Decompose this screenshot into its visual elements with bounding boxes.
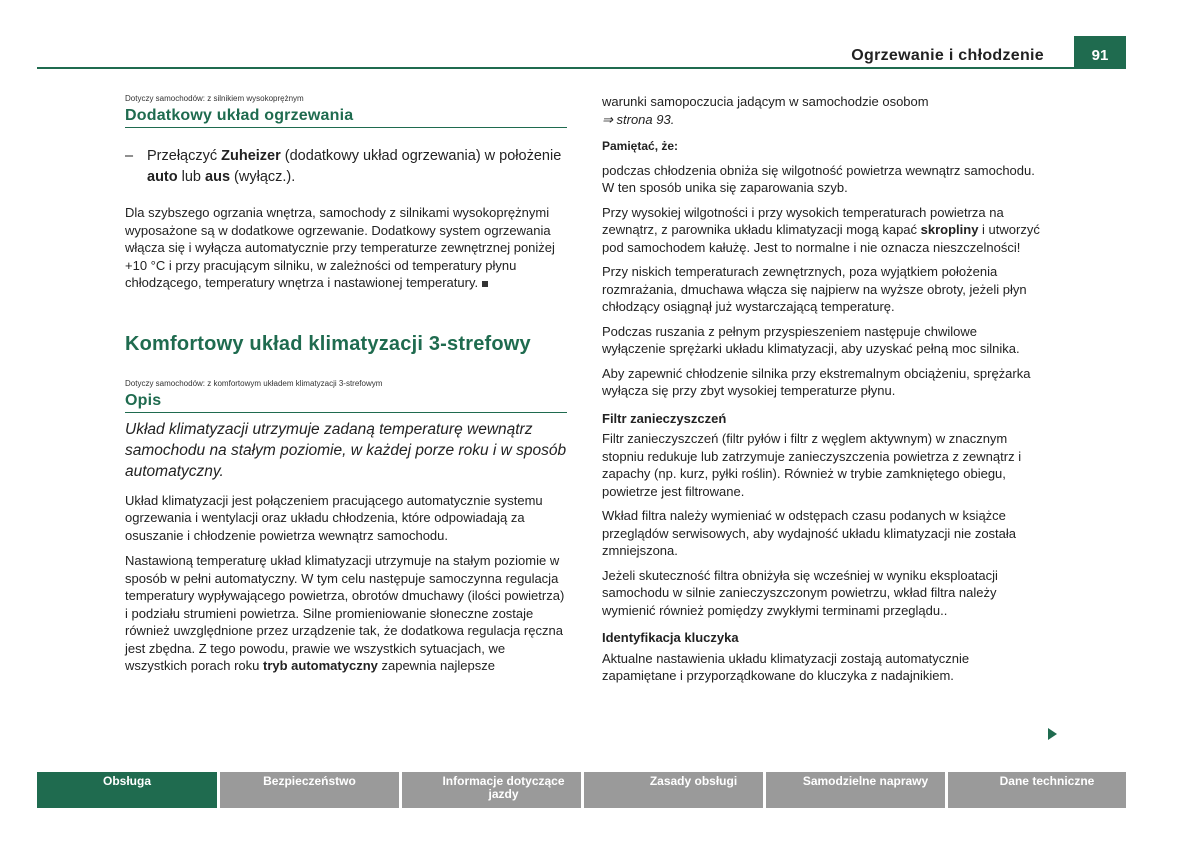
section-heading-auxiliary-heater: Dodatkowy układ ogrzewania	[125, 107, 567, 128]
page-number: 91	[1074, 36, 1126, 69]
page-reference: ⇒ strona 93.	[602, 111, 675, 127]
note-paragraph: podczas chłodzenia obniża się wilgotność powietrza wewnątrz samochodu. W ten sposób unika się zaparowania szyb.	[602, 162, 1035, 195]
header-rule	[37, 67, 1074, 69]
paragraph: warunki samopoczucia jadącym w samochodzie osobom ⇒ strona 93.	[602, 94, 929, 127]
subsection-heading-key-identification: Identyfikacja kluczyka	[602, 630, 739, 645]
section-heading-description: Opis	[125, 392, 567, 413]
instruction-text: Przełączyć Zuheizer (dodatkowy układ ogrzewania) w położenie auto lub aus (wyłącz.).	[147, 148, 562, 185]
left-column	[125, 93, 567, 675]
lead-paragraph: Układ klimatyzacji utrzymuje zadaną temperaturę wewnątrz samochodu na stałym poziomie, w każdej porze roku i w sposób automatyczny.	[125, 420, 567, 480]
paragraph: Dla szybszego ogrzania wnętrza, samochody z silnikami wysokoprężnymi wyposażone są w dodatkowe ogrzewanie. Dodatkowy system ogrzewania włącza się i wyłącza automatycznie przy temperaturze zewnętrznej poniżej +10 °C i przy pracującym silniku, w zależności od temperatury płynu chłodzącego, temperatury wnętrza i nastawionej temperatury.	[125, 205, 555, 290]
note-paragraph: Przy niskich temperaturach zewnętrznych, poza wyjątkiem położenia rozmrażania, dmuchawa włącza się najpierw na wyższe obroty, jeżeli płyn chłodzący osiągnął już wystarczającą temperaturę.	[602, 264, 1027, 314]
section-applies-note: Dotyczy samochodów: z komfortowym układem klimatyzacji 3-strefowym	[125, 378, 383, 388]
triangle-right-icon	[1048, 728, 1057, 740]
chapter-heading: Komfortowy układ klimatyzacji 3-strefowy	[125, 332, 531, 355]
footer-tab-zasady-obslugi[interactable]: Zasady obsługi	[584, 772, 763, 808]
square-icon	[482, 281, 488, 287]
footer-tab-obsluga[interactable]: Obsługa	[37, 772, 217, 808]
note-label: Pamiętać, że:	[602, 139, 679, 153]
paragraph: Aktualne nastawienia układu klimatyzacji zostają automatycznie zapamiętane i przyporządkowane do kluczyka z nadajnikiem.	[602, 650, 970, 683]
subsection-heading-filter: Filtr zanieczyszczeń	[602, 410, 727, 426]
right-column	[602, 93, 1042, 685]
footer-tab-samodzielne-naprawy[interactable]: Samodzielne naprawy	[766, 772, 945, 808]
section-applies-note: Dotyczy samochodów: z silnikiem wysokoprężnym	[125, 94, 304, 103]
paragraph: Filtr zanieczyszczeń (filtr pyłów i filtr z węglem aktywnym) w znacznym stopniu redukuje lub zatrzymuje zanieczyszczenia powietrza z zewnątrz i zapachy (np. kurz, pyłki roślin). Również w trybie zamkniętego obiegu, powietrze jest filtrowane.	[602, 431, 1022, 499]
instruction-item	[125, 146, 567, 188]
paragraph: Nastawioną temperaturę układ klimatyzacji utrzymuje na stałym poziomie w sposób w pełni automatyczny. W tym celu następuje samoczynna regulacja temperatury wypływającego powietrza, obrotów dmuchawy (ilości powietrza) i podziału strumieni powietrza. Silne promieniowanie słoneczne zostaje również uwzględnione przez urządzenie tak, że dodatkowa regulacja ręczna jest zbędna. Z tego powodu, prawie we wszystkich sytuacjach, we wszystkich porach roku tryb automatyczny zapewnia najlepsze	[125, 553, 565, 673]
footer-tab-dane-techniczne[interactable]: Dane techniczne	[948, 772, 1126, 808]
paragraph: Wkład filtra należy wymieniać w odstępach czasu podanych w książce przeglądów serwisowych, aby wydajność układu klimatyzacji nie została zmniejszona.	[602, 508, 1017, 558]
footer-tab-bezpieczenstwo[interactable]: Bezpieczeństwo	[220, 772, 399, 808]
paragraph: Układ klimatyzacji jest połączeniem pracującego automatycznie systemu ogrzewania i wentylacji oraz układu chłodzenia, które odpowiadają za osuszanie i chłodzenie powietrza wewnątrz samochodu.	[125, 492, 543, 543]
paragraph: Jeżeli skuteczność filtra obniżyła się wcześniej w wyniku eksploatacji samochodu w silnie zanieczyszczonym powietrzu, wkład filtra należy wymienić również pomiędzy zwykłymi terminami przeglądu..	[602, 567, 998, 618]
note-paragraph: Podczas ruszania z pełnym przyspieszeniem następuje chwilowe wyłączenie sprężarki układu klimatyzacji, aby uzyskać pełną moc silnika.	[602, 323, 1020, 356]
note-paragraph: Przy wysokiej wilgotności i przy wysokich temperaturach powietrza na zewnątrz, z parownika układu klimatyzacji mogą kapać skropliny i utworzyć pod samochodem kałużę. Jest to normalne i nie oznacza nieszczelności!	[602, 204, 1040, 255]
dash-bullet: –	[125, 148, 134, 164]
running-header-title: Ogrzewanie i chłodzenie	[851, 47, 1044, 64]
footer-tab-informacje[interactable]: Informacje dotyczące jazdy	[402, 772, 581, 808]
note-paragraph: Aby zapewnić chłodzenie silnika przy ekstremalnym obciążeniu, sprężarka wyłącza się przy zbyt wysokiej temperaturze płynu.	[602, 365, 1031, 398]
